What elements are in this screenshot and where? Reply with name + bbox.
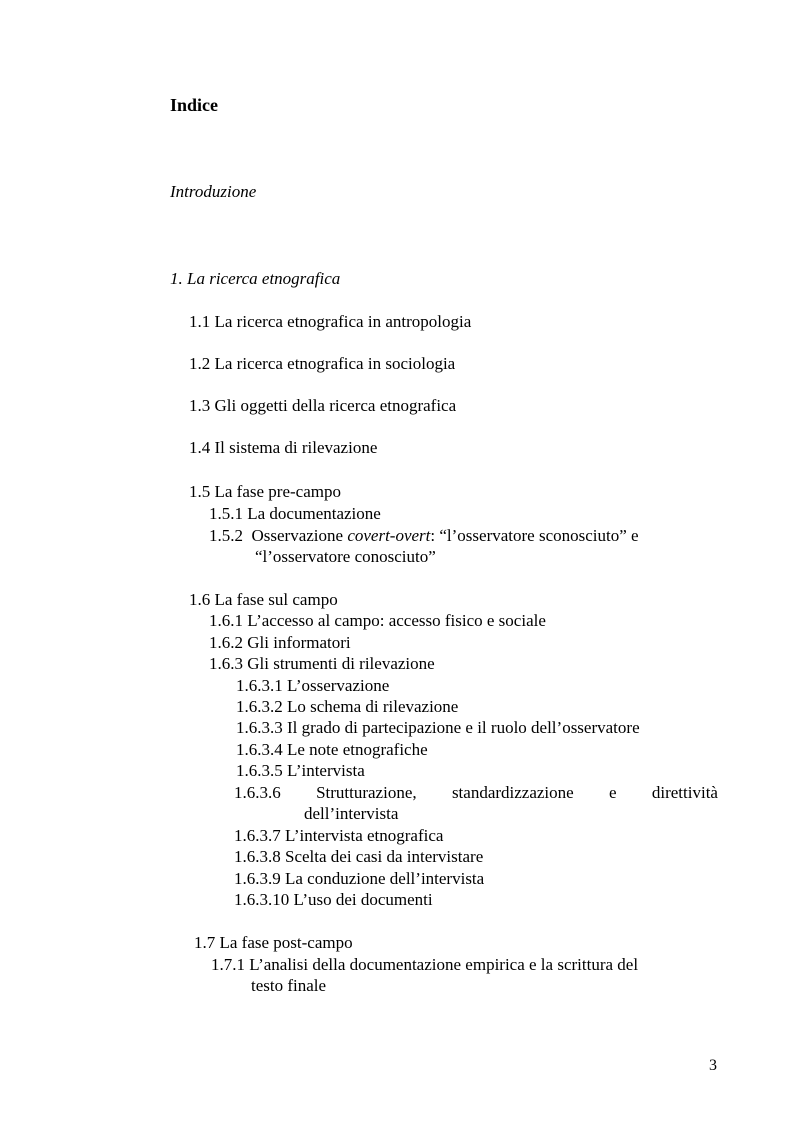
toc-entry-1-6-3-10: 1.6.3.10 L’uso dei documenti — [234, 890, 433, 909]
toc-entry-1-6: 1.6 La fase sul campo — [189, 590, 338, 609]
toc-entry-1-5: 1.5 La fase pre-campo — [189, 482, 341, 501]
toc-entry-1-6-3-6-word-4: direttività — [651, 783, 718, 802]
toc-entry-1-6-3-5: 1.6.3.5 L’intervista — [236, 761, 365, 780]
toc-entry-1-6-3-6-number: 1.6.3.6 — [234, 783, 281, 802]
toc-entry-1-5-2 — [209, 527, 639, 544]
toc-entry-1-6-3-6 — [234, 784, 718, 801]
toc-entry-1-6-3-6-continued: dell’intervista — [304, 804, 399, 823]
toc-entry-1-6-3-6-word-1: Strutturazione, — [316, 783, 417, 802]
toc-chapter-1: 1. La ricerca etnografica — [170, 269, 341, 288]
toc-entry-1-6-1: 1.6.1 L’accesso al campo: accesso fisico e sociale — [209, 611, 546, 630]
toc-entry-1-7-1-continued: testo finale — [251, 976, 327, 995]
toc-introduction: Introduzione — [170, 182, 257, 201]
toc-entry-1-5-2-italic: covert-overt — [347, 526, 431, 545]
toc-entry-1-5-2-lead: Osservazione — [251, 526, 348, 545]
toc-entry-1-6-3-3: 1.6.3.3 Il grado di partecipazione e il ruolo dell’osservatore — [236, 718, 640, 737]
page-number: 3 — [709, 1057, 717, 1074]
toc-entry-1-3: 1.3 Gli oggetti della ricerca etnografica — [189, 396, 457, 415]
toc-entry-1-5-2-continued: “l’osservatore conosciuto” — [255, 547, 436, 566]
toc-entry-1-6-3-4: 1.6.3.4 Le note etnografiche — [236, 740, 428, 759]
toc-entry-1-6-2: 1.6.2 Gli informatori — [209, 633, 351, 652]
page-title: Indice — [170, 95, 219, 115]
toc-entry-1-6-3: 1.6.3 Gli strumenti di rilevazione — [209, 654, 435, 673]
toc-entry-1-2: 1.2 La ricerca etnografica in sociologia — [189, 354, 456, 373]
toc-entry-1-6-3-8: 1.6.3.8 Scelta dei casi da intervistare — [234, 847, 484, 866]
toc-entry-1-5-2-rest: : “l’osservatore sconosciuto” e — [430, 526, 639, 545]
toc-entry-1-7: 1.7 La fase post-campo — [194, 933, 353, 952]
toc-entry-1-6-3-9: 1.6.3.9 La conduzione dell’intervista — [234, 869, 485, 888]
toc-entry-1-6-3-1: 1.6.3.1 L’osservazione — [236, 676, 390, 695]
toc-entry-1-4: 1.4 Il sistema di rilevazione — [189, 438, 378, 457]
toc-entry-1-6-3-7: 1.6.3.7 L’intervista etnografica — [234, 826, 444, 845]
toc-entry-1-7-1: 1.7.1 L’analisi della documentazione empirica e la scrittura del — [211, 955, 639, 974]
toc-entry-1-6-3-6-word-2: standardizzazione — [451, 783, 574, 802]
toc-entry-1-5-1: 1.5.1 La documentazione — [209, 504, 381, 523]
toc-entry-1-6-3-2: 1.6.3.2 Lo schema di rilevazione — [236, 697, 459, 716]
toc-entry-1-5-2-number: 1.5.2 — [209, 526, 243, 545]
toc-entry-1-1: 1.1 La ricerca etnografica in antropologia — [189, 312, 472, 331]
toc-entry-1-6-3-6-word-3: e — [609, 783, 617, 802]
